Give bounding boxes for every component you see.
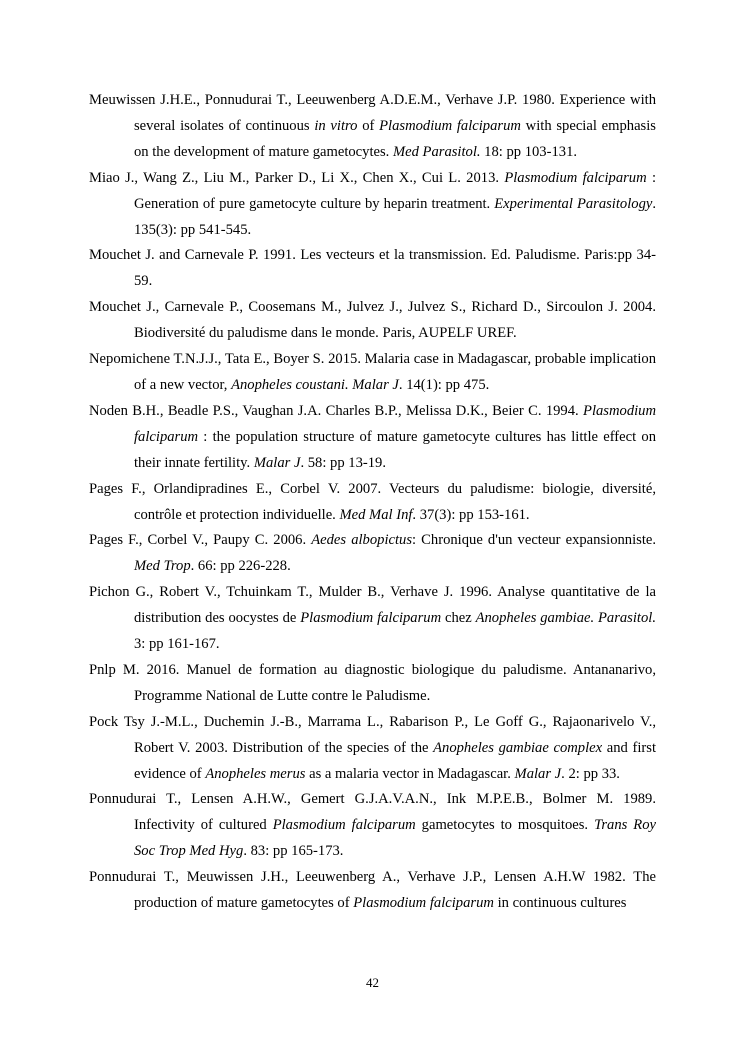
reference-italic-text: Malar J	[514, 765, 562, 782]
reference-italic-text: Anopheles gambiae. Parasitol.	[475, 610, 656, 627]
reference-italic-text: Med Mal Inf	[339, 506, 413, 523]
reference-italic-text: Med Parasitol.	[392, 143, 481, 160]
reference-entry	[89, 580, 656, 658]
reference-text: . 14(1): pp 475.	[398, 376, 490, 393]
reference-text: with special emphasis on the development of mature gametocytes.	[134, 117, 656, 160]
reference-entry	[89, 243, 656, 295]
reference-text: : Chronique d'un vecteur expansionniste.	[412, 532, 656, 549]
reference-italic-text: Plasmodium falciparum	[134, 402, 656, 445]
reference-italic-text: Anopheles gambiae complex	[433, 739, 603, 756]
reference-text: . 37(3): pp 153-161.	[412, 506, 530, 523]
reference-italic-text: Plasmodium falciparum	[272, 817, 416, 834]
reference-text: : Generation of pure gametocyte culture by heparin treatment.	[134, 169, 657, 212]
reference-italic-text: Plasmodium falciparum	[300, 610, 442, 627]
reference-italic-text: Aedes albopictus	[311, 532, 413, 549]
reference-entry	[89, 88, 656, 166]
reference-text: Pock Tsy J.-M.L., Duchemin J.-B., Marrama L., Rabarison P., Le Goff G., Rajaonarivelo V., Robert V. 2003. Distribution of the species of the	[89, 713, 656, 756]
reference-italic-text: Trans Roy Soc Trop Med Hyg	[134, 817, 656, 860]
reference-text: Pichon G., Robert V., Tchuinkam T., Mulder B., Verhave J. 1996. Analyse quantitative de la distribution des oocystes de	[89, 584, 656, 627]
reference-text: Pages F., Corbel V., Paupy C. 2006.	[89, 532, 312, 549]
reference-text: Noden B.H., Beadle P.S., Vaughan J.A. Charles B.P., Melissa D.K., Beier C. 1994.	[89, 402, 584, 419]
reference-text: as a malaria vector in Madagascar.	[305, 765, 515, 782]
reference-text: chez	[441, 610, 476, 627]
reference-text: Pnlp M. 2016. Manuel de formation au diagnostic biologique du paludisme. Antananarivo, Programme National de Lutte contre le Paludisme.	[89, 661, 656, 704]
reference-text: Meuwissen J.H.E., Ponnudurai T., Leeuwenberg A.D.E.M., Verhave J.P. 1980. Experience with several isolates of continuous	[89, 92, 656, 134]
reference-text: Nepomichene T.N.J.J., Tata E., Boyer S. 2015. Malaria case in Madagascar, probable implication of a new vector,	[89, 351, 656, 393]
reference-entry	[89, 658, 656, 710]
reference-entry	[89, 295, 656, 347]
reference-text: . 83: pp 165-173.	[243, 843, 344, 860]
reference-text: Mouchet J., Carnevale P., Coosemans M., Julvez J., Julvez S., Richard D., Sircoulon J. 2004. Biodiversité du paludisme dans le monde. Paris, AUPELF UREF.	[89, 299, 656, 342]
reference-italic-text: Anopheles merus	[205, 765, 306, 782]
reference-text: Ponnudurai T., Meuwissen J.H., Leeuwenberg A., Verhave J.P., Lensen A.H.W 1982. The production of mature gametocytes of	[89, 869, 656, 912]
reference-entry	[89, 787, 656, 865]
reference-italic-text: Med Trop	[134, 558, 191, 575]
reference-text: . 2: pp 33.	[561, 765, 620, 782]
reference-entry	[89, 477, 656, 529]
reference-entry	[89, 865, 656, 917]
reference-text: gametocytes to mosquitoes.	[415, 817, 595, 834]
reference-text: . 135(3): pp 541-545.	[134, 195, 656, 238]
reference-text: Miao J., Wang Z., Liu M., Parker D., Li X., Chen X., Cui L. 2013.	[89, 169, 505, 186]
reference-text: 3: pp 161-167.	[134, 636, 220, 653]
reference-italic-text: Plasmodium falciparum	[504, 169, 647, 186]
reference-entry	[89, 347, 656, 399]
reference-text: of	[357, 117, 380, 134]
reference-text: in continuous cultures	[493, 895, 627, 912]
reference-italic-text: Plasmodium falciparum	[353, 895, 494, 912]
reference-italic-text: Anopheles coustani. Malar J	[231, 376, 399, 393]
reference-italic-text: in vitro	[314, 117, 358, 134]
reference-list	[89, 88, 656, 917]
reference-text: . 58: pp 13-19.	[300, 454, 386, 471]
reference-text: . 66: pp 226-228.	[190, 558, 291, 575]
reference-text: Pages F., Orlandipradines E., Corbel V. 2007. Vecteurs du paludisme: biologie, diversité, contrôle et protection individuelle.	[89, 480, 656, 523]
reference-text: Mouchet J. and Carnevale P. 1991. Les vecteurs et la transmission. Ed. Paludisme. Paris:pp 34-59.	[89, 247, 656, 290]
reference-entry	[89, 166, 656, 244]
reference-entry	[89, 710, 656, 788]
reference-text: Ponnudurai T., Lensen A.H.W., Gemert G.J.A.V.A.N., Ink M.P.E.B., Bolmer M. 1989. Infectivity of cultured	[89, 791, 656, 834]
reference-italic-text: Malar J	[253, 454, 301, 471]
reference-text: 18: pp 103-131.	[480, 143, 578, 160]
reference-italic-text: Plasmodium falciparum	[379, 117, 521, 134]
page-number: 42	[366, 975, 379, 990]
reference-entry	[89, 399, 656, 477]
reference-italic-text: Experimental Parasitology	[494, 195, 653, 212]
reference-text: : the population structure of mature gametocyte cultures has little effect on their innate fertility.	[134, 428, 656, 471]
reference-entry	[89, 528, 656, 580]
reference-text: and first evidence of	[134, 739, 656, 782]
